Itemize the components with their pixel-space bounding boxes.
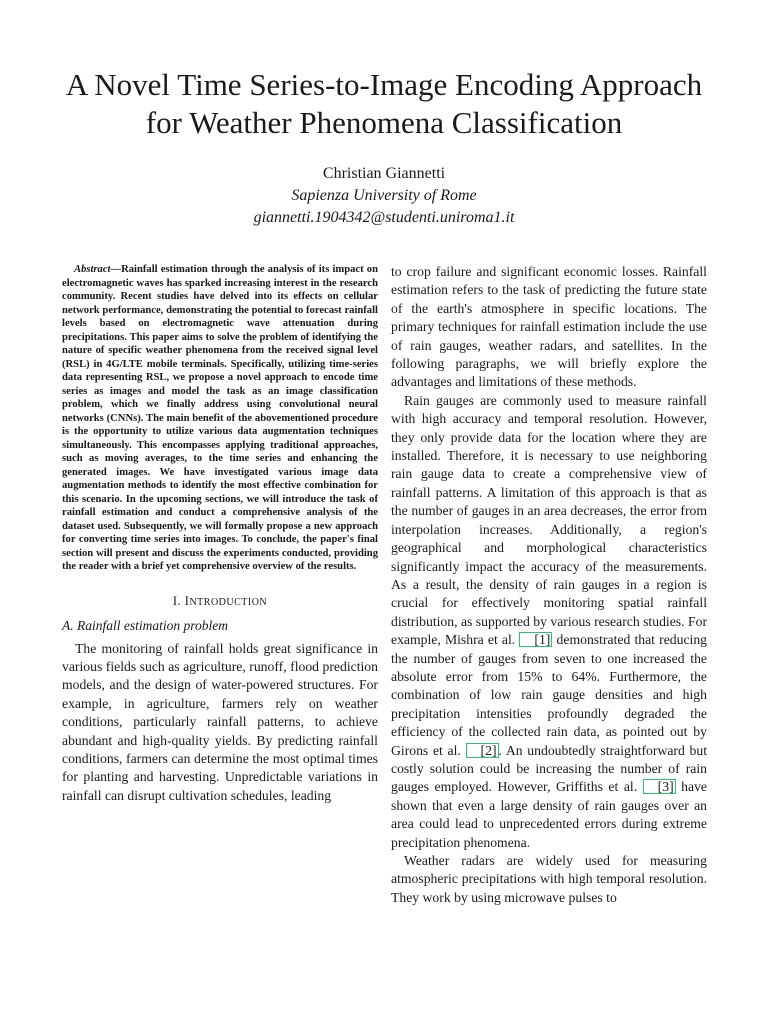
title-line-1: A Novel Time Series-to-Image Encoding Approach xyxy=(65,67,703,102)
citation-link-1[interactable]: [1] xyxy=(519,632,552,647)
abstract xyxy=(62,263,378,574)
intro-paragraph-1-continued: to crop failure and significant economic losses. Rainfall estimation refers to the task of predicting the future state of the earth's atmosphere in specific locations. The primary techniques for rainfall estimation include the use of rain gauges, weather radars, and satellites. In the following paragraphs, we will briefly explore the advantages and limitations of these methods. xyxy=(391,264,707,390)
section-heading-rest: NTRODUCTION xyxy=(189,596,268,608)
left-column xyxy=(62,263,378,805)
author-affiliation: Sapienza University of Rome xyxy=(291,187,477,204)
intro-paragraph-1: The monitoring of rainfall holds great significance in various fields such as agriculture, runoff, flood prediction models, and the design of water-powered structures. For example, in agriculture, farmers rely on weather conditions, particularly rainfall patterns, to achieve abundant and high-quality yields. By predicting rainfall conditions, farmers can determine the most optimal times for planting and harvesting. Unpredictable variations in rainfall can disrupt cultivation schedules, leading xyxy=(62,640,378,803)
citation-link-2[interactable]: [2] xyxy=(466,743,499,758)
rain-gauges-paragraph xyxy=(391,392,707,852)
author-block xyxy=(40,163,728,229)
rain-gauges-text-c: . An undoubtedly straightforward but costly solution could be increasing the number of rain gauges employed. However, Griffiths et al. xyxy=(391,742,707,795)
rain-gauges-text-d: have shown that even a large density of rain gauges over an area could lead to unprecedented errors during extreme precipitation phenomena. xyxy=(391,779,708,850)
abstract-label: Abstract xyxy=(74,264,111,275)
right-column xyxy=(391,263,707,907)
section-heading-initial: I xyxy=(184,593,190,608)
section-heading-introduction xyxy=(62,594,378,609)
rain-gauges-text-b: demonstrated that reducing the number of gauges from seven to one increased the absolute error from 15% to 64%. Furthermore, the combination of low rain gauge densities and high precipitation intensities profoundly degraded the efficiency of the collected rain data, as pointed out by Girons et al. xyxy=(391,632,708,758)
author-name: Christian Giannetti xyxy=(322,165,446,182)
weather-radars-paragraph: Weather radars are widely used for measuring atmospheric precipitations with high temporal resolution. They work by using microwave pulses to xyxy=(391,853,707,905)
citation-link-3[interactable]: [3] xyxy=(643,779,676,794)
section-heading-numeral: I. xyxy=(172,593,182,608)
rain-gauges-text-a: Rain gauges are commonly used to measure rainfall with high accuracy and temporal resolution. However, they only provide data for the location where they are installed. Therefore, it is necessary to use neighboring rain gauge data to create a comprehensive view of rainfall patterns. A limitation of this approach is that as the number of gauges in an area decreases, the error from interpolation increases. Additionally, a region's geographical and morphological characteristics significantly impact the accuracy of the measurements. As a result, the density of rain gauges in a region is crucial for effectively monitoring spatial rainfall distribution, as supported by various research studies. For example, Mishra et al. xyxy=(391,392,707,648)
abstract-text: Rainfall estimation through the analysis of its impact on electromagnetic waves has sparked increasing interest in the research community. Recent studies have delved into its effects on cellular network performance, demonstrating the potential to forecast rainfall levels based on electromagnetic wave attenuation during precipitations. This paper aims to solve the problem of identifying the nature of specific weather phenomena from the received signal level (RSL) in 4G/LTE mobile terminals. Specifically, utilizing time-series data representing RSL, we propose a novel approach to encode time series as images and model the task as an image classification problem, which we finally address using convolutional neural networks (CNNs). The main benefit of the abovementioned procedure is the opportunity to utilize various data augmentation techniques simultaneously. This encompasses applying traditional approaches, such as moving averages, to the time series and enhancing the generated images. We have investigated various image data augmentation methods to identify the most effective combination for this scenario. In the upcoming sections, we will introduce the task of rainfall estimation and conduct a comprehensive analysis of the dataset used. Subsequently, we will formally propose a new approach for converting time series into images. To conclude, the paper's final section will present and discuss the experiments conducted, providing the reader with a brief yet comprehensive overview of the results. xyxy=(62,264,378,572)
abstract-dash: — xyxy=(110,264,122,275)
subsection-heading: A. Rainfall estimation problem xyxy=(62,617,228,633)
title-line-2: for Weather Phenomena Classification xyxy=(145,105,623,140)
author-email: giannetti.1904342@studenti.uniroma1.it xyxy=(253,209,515,226)
paper-title xyxy=(40,66,728,142)
